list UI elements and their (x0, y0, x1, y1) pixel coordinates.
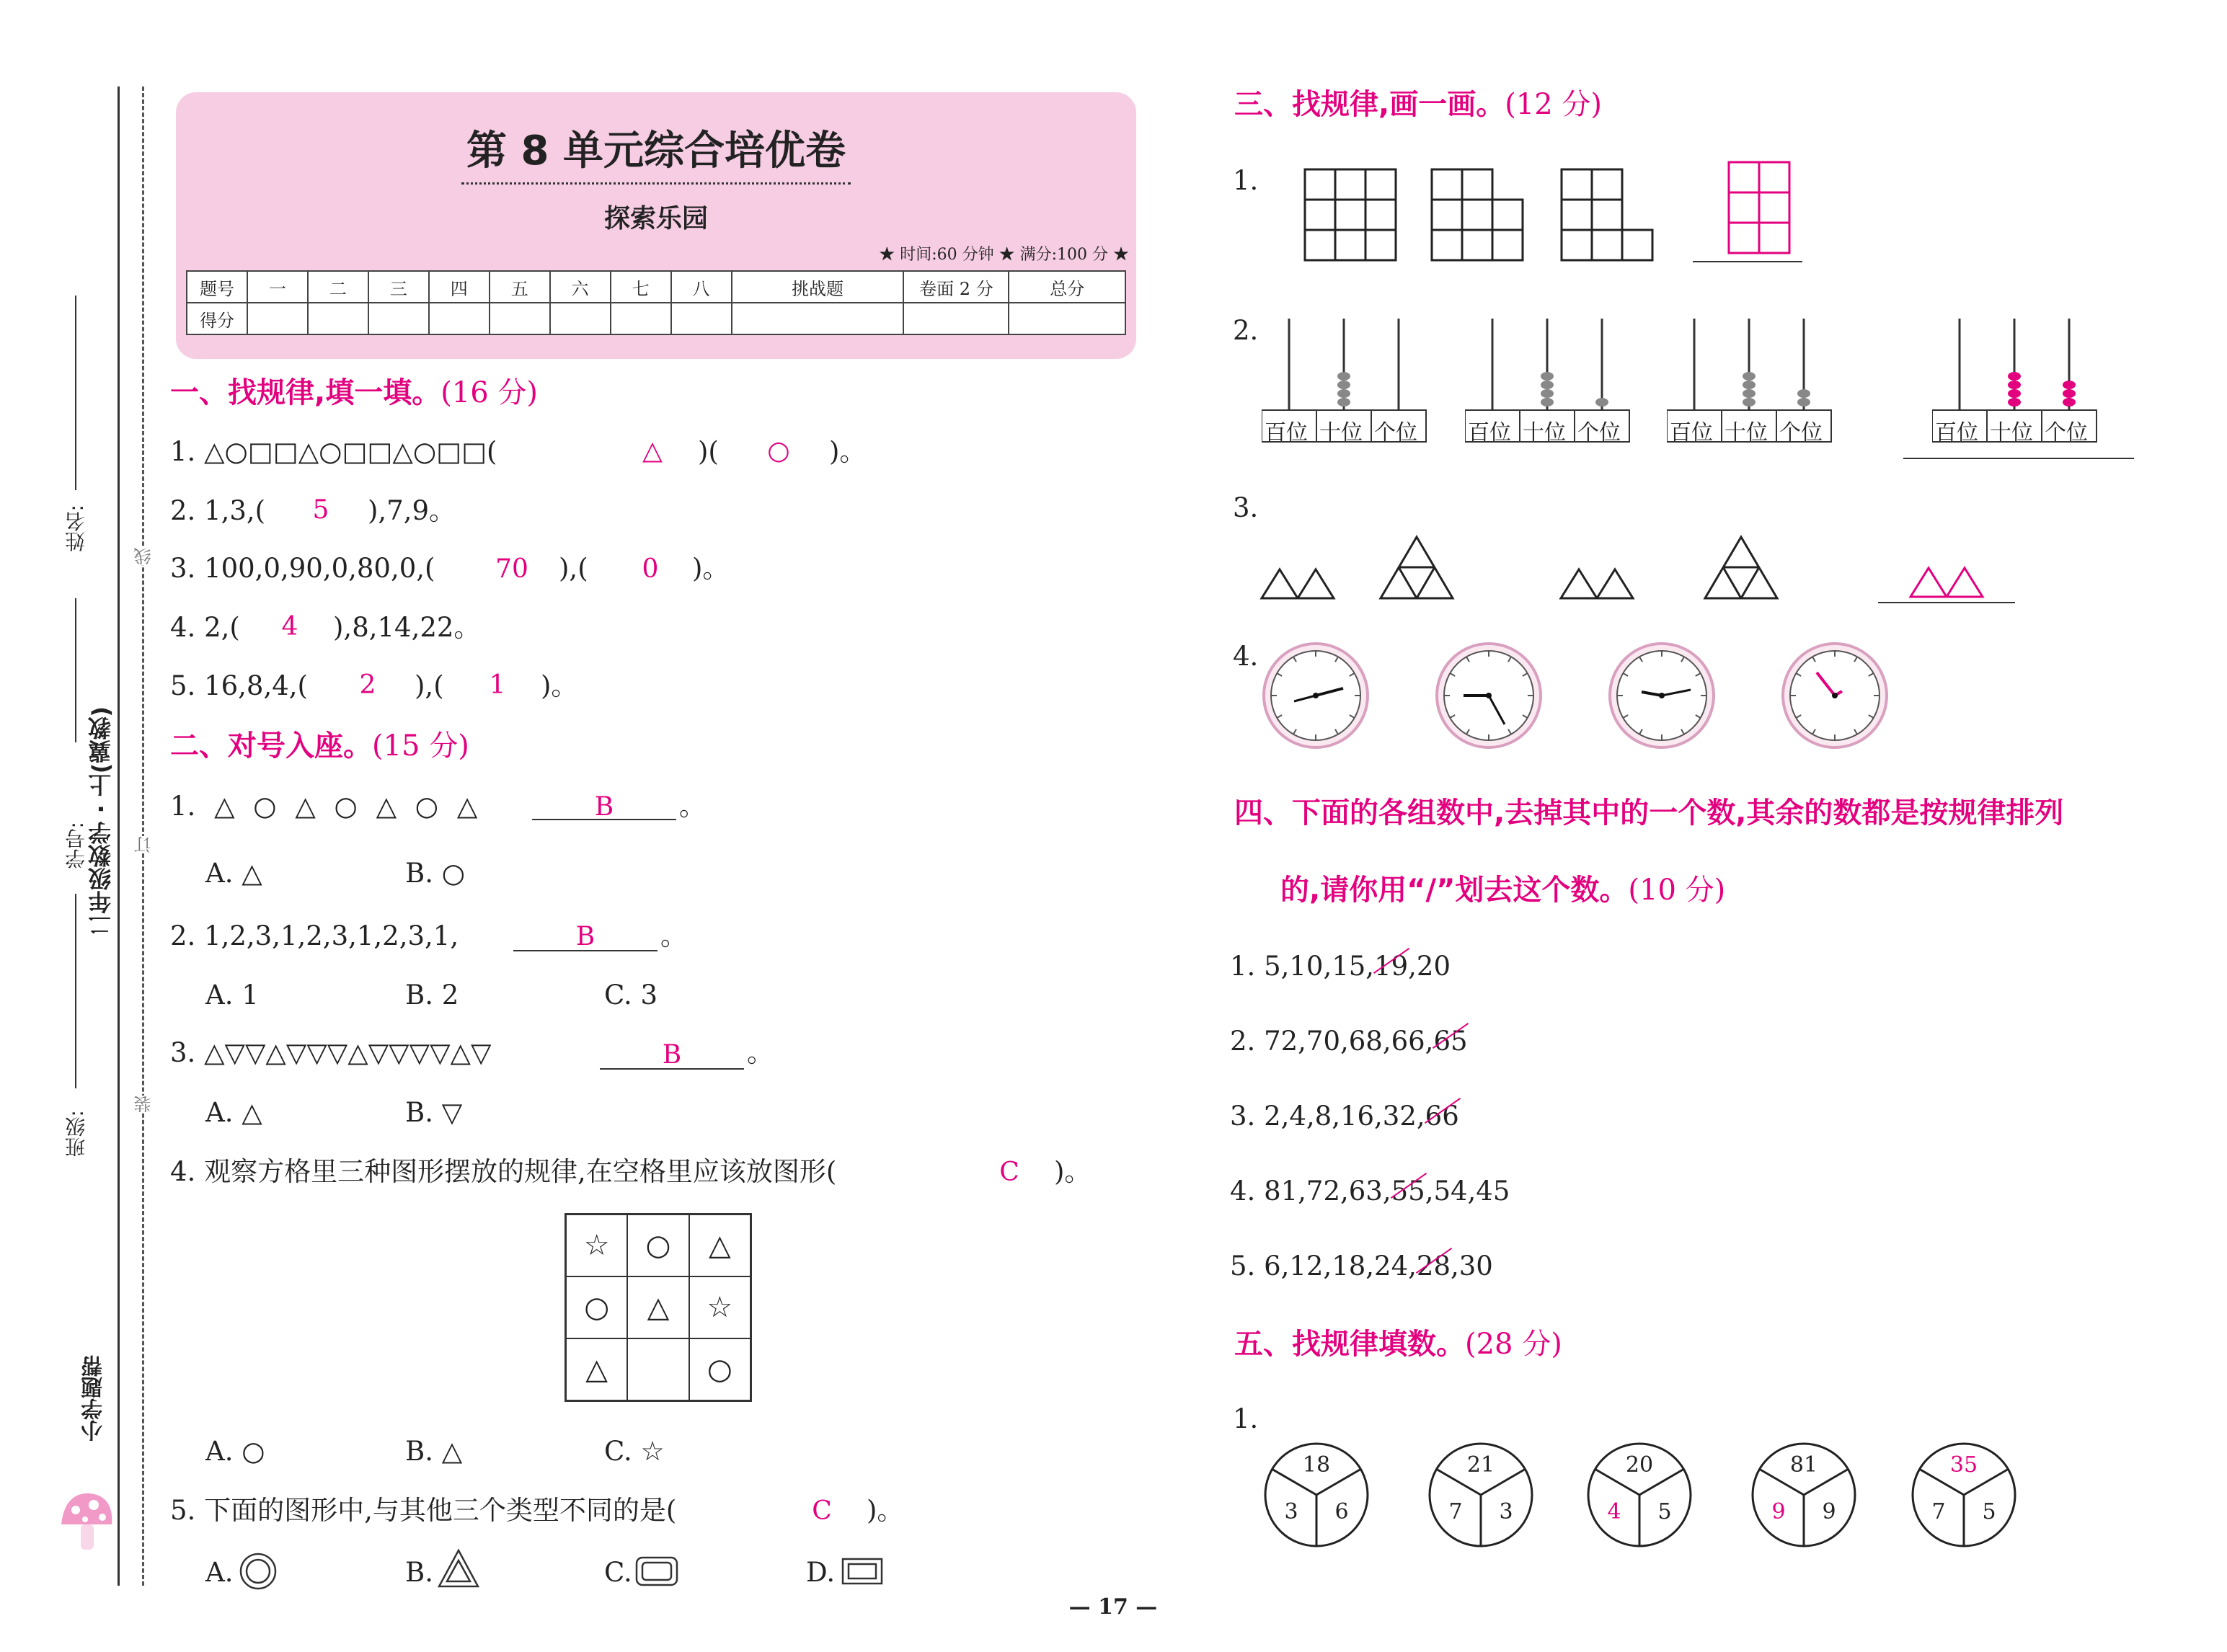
s2-q5-option-d: D. (806, 1557, 836, 1588)
s4-row-1-post: ,20 (1408, 951, 1451, 982)
s1-q1-end: )。 (829, 436, 867, 467)
s2-q4-shape-grid (565, 1213, 752, 1402)
score-table-row-score (187, 303, 1125, 334)
cut-line-char-3: 装 (134, 1096, 154, 1113)
score-col-5: 五 (490, 271, 550, 303)
s4-row-5 (1230, 1251, 1493, 1282)
grid-cell: ☆ (689, 1276, 751, 1338)
circle-left-value: 3 (1284, 1499, 1298, 1524)
margin-line-outer (118, 86, 120, 1586)
margin-name-line (75, 296, 76, 490)
page-title: 第 8 单元综合培优卷 (466, 128, 846, 174)
section-4-title-line2: 的,请你用“/”划去这个数。(10 分) (1280, 874, 1726, 907)
cut-line-char-1: 线 (134, 548, 154, 565)
s4-row-3 (1230, 1101, 1459, 1132)
s5-circle-2 (1427, 1442, 1534, 1548)
abacus-tens-label: 十位 (1319, 420, 1363, 445)
s1-q4-text: 4. 2,( (170, 612, 240, 643)
rounded-rectangle-icon (634, 1555, 679, 1587)
grid-cell: △ (689, 1214, 751, 1276)
score-col-challenge: 挑战题 (732, 271, 904, 303)
double-circle-icon (238, 1551, 278, 1591)
s2-q2-text: 2. 1,2,3,1,2,3,1,2,3,1, (170, 920, 459, 951)
s2-q2-end: 。 (660, 920, 687, 951)
s5-circle-3 (1586, 1442, 1693, 1548)
abacus-hundreds-label: 百位 (1935, 420, 1978, 445)
section-4-title: 四、下面的各组数中,去掉其中的一个数,其余的数都是按规律排列 (1234, 796, 2064, 830)
margin-class-label: 班级: (64, 1110, 88, 1158)
s2-q4-option-b: B. △ (405, 1436, 463, 1467)
s1-q3-end: )。 (692, 553, 730, 584)
exam-meta: ★ 时间:60 分钟 ★ 满分:100 分 ★ (879, 246, 1129, 264)
s5-circle-1 (1263, 1442, 1370, 1548)
s1-q3-answer-1[interactable]: 70 (495, 554, 528, 584)
s3-q2-num: 2. (1233, 315, 1259, 346)
mushroom-logo-icon (58, 1485, 115, 1557)
page-number: — 17 — (1068, 1594, 1158, 1620)
s2-q4-end: )。 (1054, 1156, 1092, 1187)
s3-q2-abacus-3 (1667, 315, 1833, 445)
s2-q3-text: 3. △▽▽△▽▽▽△▽▽▽▽△▽ (170, 1037, 492, 1068)
abacus-tens-label: 十位 (1990, 420, 2033, 445)
abacus-hundreds-label: 百位 (1670, 420, 1713, 445)
s4-row-5-pre: 5. 6,12,18,24, (1230, 1251, 1417, 1282)
grid-cell: ☆ (566, 1214, 627, 1276)
score-cell[interactable] (550, 303, 611, 334)
section-2-title: 二、对号入座。(15 分) (170, 729, 469, 763)
s1-q5-answer-2[interactable]: 1 (489, 670, 506, 700)
abacus-tens-label: 十位 (1725, 420, 1768, 445)
circle-right-value: 3 (1499, 1499, 1513, 1524)
s3-q3-num: 3. (1233, 492, 1259, 523)
s4-row-2 (1230, 1026, 1468, 1057)
cut-line-char-2: 订 (134, 836, 154, 853)
circle-top-value: 81 (1789, 1452, 1818, 1478)
s1-q5-answer-1[interactable]: 2 (359, 670, 376, 700)
score-col-neatness: 卷面 2 分 (903, 271, 1009, 303)
circle-left-answer[interactable]: 4 (1607, 1499, 1621, 1524)
double-rectangle-icon (841, 1557, 884, 1586)
s1-q4-end: ),8,14,22。 (333, 612, 481, 643)
s5-circle-4 (1750, 1442, 1857, 1548)
grid-cell-empty (627, 1338, 689, 1400)
s3-q1-num: 1. (1233, 165, 1259, 196)
s2-q2-option-a: A. 1 (205, 980, 259, 1011)
score-col-8: 八 (671, 271, 732, 303)
s2-q4-answer[interactable]: C (999, 1158, 1019, 1187)
s2-q4-option-c: C. ☆ (604, 1436, 665, 1467)
s5-q1-num: 1. (1233, 1403, 1259, 1434)
s2-q2-option-b: B. 2 (405, 980, 459, 1011)
margin-id-label: 学号: (64, 822, 88, 869)
s2-q3-end: 。 (747, 1037, 774, 1068)
s1-q1-answer-1[interactable]: △ (642, 436, 663, 466)
s2-q5-end: )。 (867, 1495, 904, 1526)
s2-q5-answer[interactable]: C (812, 1496, 832, 1526)
section-1-title: 一、找规律,填一填。(16 分) (170, 376, 539, 409)
score-col-total: 总分 (1009, 271, 1125, 303)
score-cell[interactable] (247, 303, 308, 334)
s4-row-2-crossed[interactable]: 65 (1433, 1028, 1467, 1054)
page-subtitle: 探索乐园 (603, 204, 708, 234)
s1-q3-answer-2[interactable]: 0 (642, 554, 659, 584)
s4-row-4-post: ,54,45 (1425, 1176, 1510, 1207)
score-col-4: 四 (429, 271, 490, 303)
s2-q1-option-b: B. ○ (405, 858, 465, 889)
s2-q1-answer: B (594, 792, 614, 822)
double-triangle-icon (437, 1548, 480, 1589)
s4-row-1-crossed[interactable]: 19 (1374, 953, 1408, 980)
s3-q4-clocks (1258, 634, 1907, 757)
s2-q1-end: 。 (679, 791, 706, 822)
grid-cell: ○ (689, 1338, 751, 1400)
circle-top-answer[interactable]: 35 (1949, 1452, 1978, 1478)
s4-row-4-pre: 4. 81,72,63, (1230, 1176, 1391, 1207)
grid-cell: △ (627, 1276, 689, 1338)
section-3-title: 三、找规律,画一画。(12 分) (1234, 88, 1603, 121)
title-dotted-rule (461, 182, 851, 185)
s3-q2-abacus-2 (1465, 315, 1631, 445)
score-col-1: 一 (247, 271, 308, 303)
s1-q5-text: 5. 16,8,4,( (170, 670, 308, 701)
s2-q1-option-a: A. △ (205, 858, 262, 889)
s4-row-3-pre: 3. 2,4,8,16,32, (1230, 1101, 1425, 1132)
s4-row-5-post: ,30 (1451, 1251, 1493, 1282)
s4-row-4-crossed[interactable]: 55 (1391, 1178, 1425, 1204)
s4-row-5-crossed[interactable]: 28 (1417, 1253, 1451, 1279)
score-col-7: 七 (611, 271, 671, 303)
score-cell[interactable] (732, 303, 904, 334)
s3-q2-abacus-4-answer (1932, 315, 2098, 445)
s2-q2-option-c: C. 3 (604, 980, 658, 1011)
circle-left-value: 7 (1448, 1499, 1463, 1524)
s1-q3-mid: ),( (559, 553, 588, 584)
score-header-label: 题号 (187, 271, 247, 303)
abacus-ones-label: 个位 (2045, 420, 2088, 445)
s3-q1-block-figures (1298, 159, 1802, 267)
margin-brand: 小学题帮 (81, 1355, 107, 1442)
circle-right-value: 5 (1657, 1499, 1672, 1524)
circle-top-value: 20 (1625, 1452, 1654, 1478)
s1-q2-answer[interactable]: 5 (312, 495, 329, 525)
s4-row-2-pre: 2. 72,70,68,66, (1230, 1026, 1434, 1057)
score-cell[interactable] (1009, 303, 1125, 334)
s2-q4-text: 4. 观察方格里三种图形摆放的规律,在空格里应该放图形( (170, 1156, 837, 1187)
abacus-hundreds-label: 百位 (1265, 420, 1308, 445)
s2-q1-text: 1. △ ○ △ ○ △ ○ △ (170, 791, 478, 822)
score-cell[interactable] (611, 303, 671, 334)
s1-q4-answer[interactable]: 4 (281, 612, 298, 641)
s1-q1-text: 1. △○□□△○□□△○□□( (170, 436, 497, 467)
grid-cell: ○ (627, 1214, 689, 1276)
s4-row-1-pre: 1. 5,10,15, (1230, 951, 1375, 982)
s2-q3-answer: B (662, 1040, 682, 1070)
score-row-label: 得分 (187, 303, 247, 334)
abacus-tens-label: 十位 (1523, 420, 1566, 445)
score-cell[interactable] (308, 303, 368, 334)
margin-class-line (75, 894, 76, 1088)
s2-q5-option-c: C. (604, 1557, 632, 1588)
circle-right-value: 6 (1334, 1499, 1349, 1524)
s4-row-1 (1230, 953, 1451, 980)
score-cell[interactable] (368, 303, 429, 334)
score-table (186, 270, 1126, 335)
score-cell[interactable] (903, 303, 1009, 334)
circle-right-value: 5 (1982, 1499, 1996, 1524)
score-cell[interactable] (429, 303, 490, 334)
margin-id-line (75, 598, 76, 742)
s2-q5-option-b: B. (405, 1557, 433, 1588)
s3-q4-num: 4. (1233, 641, 1259, 672)
s5-circle-5 (1911, 1442, 2017, 1548)
abacus-hundreds-label: 百位 (1468, 420, 1511, 445)
s1-q1-mid: )( (698, 436, 719, 467)
score-col-6: 六 (550, 271, 611, 303)
s1-q1-answer-2[interactable]: ○ (767, 436, 790, 466)
s4-row-4 (1230, 1176, 1510, 1207)
s2-q3-option-a: A. △ (205, 1097, 262, 1128)
circle-right-value: 9 (1822, 1499, 1836, 1524)
circle-top-value: 18 (1302, 1452, 1331, 1478)
s3-q3-triangle-figures (1258, 533, 2022, 605)
s4-row-3-crossed[interactable]: 66 (1425, 1103, 1459, 1129)
circle-left-value: 7 (1931, 1499, 1946, 1524)
s2-q5-text: 5. 下面的图形中,与其他三个类型不同的是( (170, 1495, 677, 1526)
score-col-3: 三 (368, 271, 429, 303)
abacus-ones-label: 个位 (1779, 420, 1823, 445)
s1-q5-mid: ),( (415, 670, 444, 701)
score-col-2: 二 (308, 271, 368, 303)
circle-top-value: 21 (1466, 1452, 1495, 1478)
section-5-title: 五、找规律填数。(28 分) (1234, 1328, 1562, 1361)
s1-q5-end: )。 (541, 670, 578, 701)
grid-cell: ○ (566, 1276, 627, 1338)
margin-name-label: 姓名: (64, 505, 88, 552)
score-table-row-number (187, 271, 1125, 303)
s1-q3-text: 3. 100,0,90,0,80,0,( (170, 553, 435, 584)
s3-q2-abacus-1 (1262, 315, 1427, 445)
score-cell[interactable] (671, 303, 732, 334)
score-cell[interactable] (490, 303, 550, 334)
grid-cell: △ (566, 1338, 627, 1400)
s1-q2-end: ),7,9。 (368, 495, 456, 526)
s2-q5-option-a: A. (205, 1557, 234, 1588)
margin-grade: 二年级数学 · 上(冀教) (87, 706, 115, 937)
s2-q3-option-b: B. ▽ (405, 1097, 463, 1128)
abacus-ones-label: 个位 (1374, 420, 1417, 445)
s3-q2-answer-line (1903, 458, 2134, 459)
s2-q4-option-a: A. ○ (205, 1436, 265, 1467)
abacus-ones-label: 个位 (1577, 420, 1621, 445)
s1-q2-text: 2. 1,3,( (170, 495, 266, 526)
circle-left-answer[interactable]: 9 (1771, 1499, 1786, 1524)
s2-q2-answer: B (575, 922, 596, 951)
